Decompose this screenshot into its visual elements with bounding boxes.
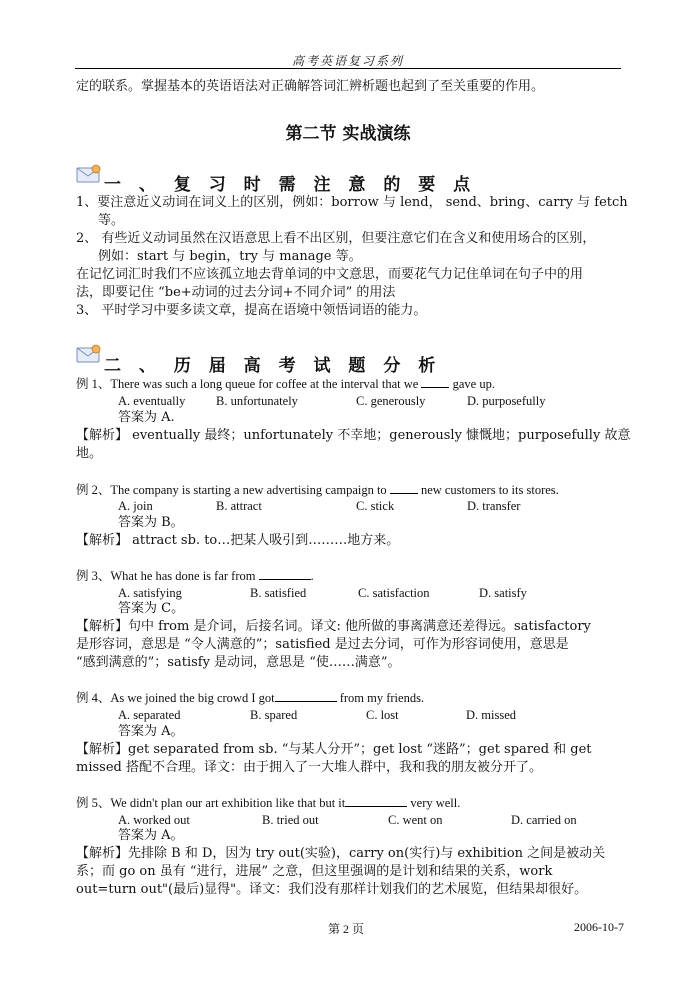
answer-line: 答案为 A. (118, 410, 175, 425)
answer-line: 答案为 B。 (118, 515, 184, 530)
option-c: C. stick (356, 499, 395, 513)
option-a: A. satisfying (118, 586, 182, 600)
analysis-line: 【解析】get separated from sb. “与某人分开”；get lost “迷路”；get spared 和 get (76, 742, 592, 757)
point-2-cont: 例如：start 与 begin，try 与 manage 等。 (98, 249, 362, 264)
analysis-line: 是形容词，意思是 “令人满意的”；satisfied 是过去分词，可作为形容词使用，意思是 (76, 637, 569, 652)
example-question: 例 4、As we joined the big crowd I got from my friends. (76, 691, 425, 705)
option-c: C. generously (356, 394, 426, 408)
answer-blank (421, 375, 449, 388)
example-question: 例 3、What he has done is far from . (76, 569, 314, 583)
option-b: B. tried out (262, 813, 319, 827)
option-c: C. went on (388, 813, 443, 827)
envelope-icon (76, 164, 102, 184)
analysis-line: 【解析】先排除 B 和 D，因为 try out(实验)，carry on(实行)与 exhibition 之间是被动关 (76, 846, 606, 861)
answer-blank (390, 481, 418, 494)
answer-line: 答案为 A。 (118, 724, 184, 739)
answer-blank (345, 794, 407, 807)
point-3: 3、 平时学习中要多读文章，提高在语境中领悟词语的能力。 (76, 303, 427, 318)
intro-line: 定的联系。掌握基本的英语语法对正确解答词汇辨析题也起到了至关重要的作用。 (76, 79, 545, 94)
running-header: 高考英语复习系列 (291, 54, 404, 68)
header-rule (75, 68, 621, 69)
answer-blank (275, 689, 337, 702)
option-d: D. missed (466, 708, 516, 722)
analysis-line: missed 搭配不合理。译文：由于拥入了一大堆人群中，我和我的朋友被分开了。 (76, 760, 542, 775)
part2-heading: 二 、 历 届 高 考 试 题 分 析 (104, 356, 442, 376)
option-a: A. eventually (118, 394, 186, 408)
point-2-note: 在记忆词汇时我们不应该孤立地去背单词的中文意思，而要花气力记住单词在句子中的用 (76, 267, 584, 282)
example-question: 例 5、We didn't plan our art exhibition like that but it very well. (76, 796, 461, 810)
option-c: C. satisfaction (358, 586, 430, 600)
option-c: C. lost (366, 708, 399, 722)
option-b: B. attract (216, 499, 262, 513)
analysis-line: 系；而 go on 虽有 “进行，进展” 之意，但这里强调的是计划和结果的关系，work (76, 864, 553, 879)
section-title: 第二节 实战演练 (285, 124, 411, 144)
option-b: B. unfortunately (216, 394, 298, 408)
point-2-note-cont: 法，即要记住 “be+动词的过去分词+不同介词” 的用法 (76, 285, 396, 300)
example-question: 例 2、The company is starting a new advertising campaign to new customers to its stores. (76, 483, 559, 497)
analysis-line: out=turn out"(最后)显得"。译文：我们没有那样计划我们的艺术展览，但结果却很好。 (76, 882, 588, 897)
analysis-line: “感到满意的”；satisfy 是动词，意思是 “使……满意”。 (76, 655, 401, 670)
example-question: 例 1、There was such a long queue for coffee at the interval that we gave up. (76, 377, 495, 391)
option-d: D. transfer (467, 499, 521, 513)
analysis-line: 【解析】 attract sb. to…把某人吸引到………地方来。 (76, 533, 400, 548)
analysis-line: 【解析】 eventually 最终；unfortunately 不幸地；generously 慷慨地；purposefully 故意 (76, 428, 631, 443)
option-b: B. satisfied (250, 586, 307, 600)
option-d: D. carried on (511, 813, 577, 827)
answer-line: 答案为 A。 (118, 828, 184, 843)
option-a: A. worked out (118, 813, 190, 827)
option-a: A. join (118, 499, 153, 513)
option-d: D. satisfy (479, 586, 527, 600)
page-number: 第 2 页 (328, 922, 365, 936)
part1-heading: 一 、 复 习 时 需 注 意 的 要 点 (104, 175, 477, 195)
point-1-cont: 等。 (98, 213, 125, 228)
option-b: B. spared (250, 708, 298, 722)
answer-line: 答案为 C。 (118, 601, 185, 616)
option-d: D. purposefully (467, 394, 546, 408)
analysis-line: 【解析】句中 from 是介词，后接名词。译文: 他所做的事离满意还差得远。satisfactory (76, 619, 591, 634)
point-2: 2、 有些近义动词虽然在汉语意思上看不出区别，但要注意它们在含义和使用场合的区别， (76, 231, 596, 246)
analysis-line: 地。 (76, 446, 103, 461)
answer-blank (259, 567, 311, 580)
option-a: A. separated (118, 708, 181, 722)
envelope-icon (76, 344, 102, 364)
footer-date: 2006-10-7 (574, 920, 624, 934)
point-1: 1、要注意近义动词在词义上的区别，例如：borrow 与 lend， send、bring、carry 与 fetch (76, 195, 628, 210)
